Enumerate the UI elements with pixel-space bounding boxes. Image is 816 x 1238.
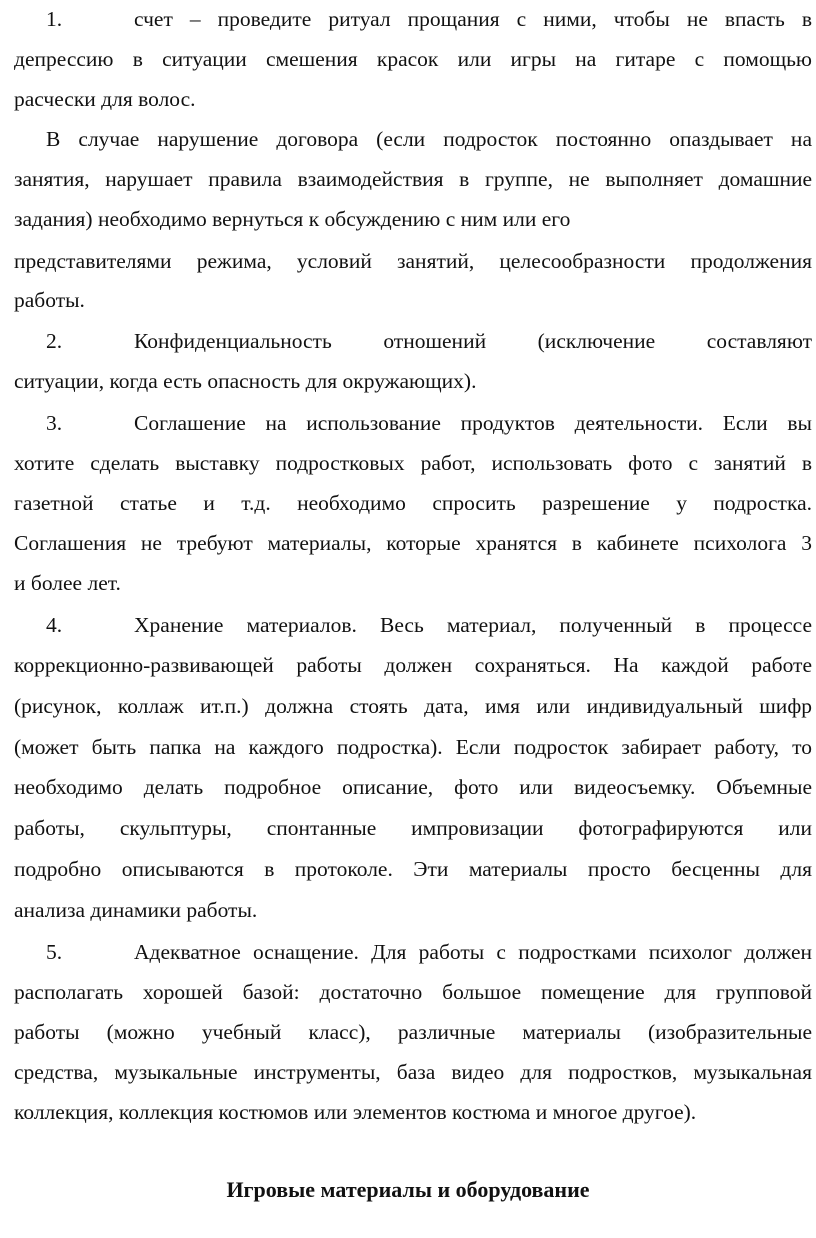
list-number: 4. [46,613,63,637]
list-item-text: Соглашение на использование продуктов деятельности. Если вы [134,411,812,435]
list-item-1-first-line [14,4,812,34]
text-line: ситуации, когда есть опасность для окружающих). [14,369,477,393]
list-number: 1. [46,7,63,31]
text-line: работы, скульптуры, спонтанные импровизации фотографируются или [14,816,812,840]
text-line: расчески для волос. [14,87,196,111]
list-number: 3. [46,411,63,435]
list-number: 2. [46,329,63,353]
list-number: 5. [46,940,63,964]
list-item-3-first-line [14,408,812,438]
text-line: подробно описываются в протоколе. Эти материалы просто бесценны для [14,857,812,881]
text-line: анализа динамики работы. [14,898,258,922]
text-line: депрессию в ситуации смешения красок или игры на гитаре с помощью [14,47,812,71]
text-line: (рисунок, коллаж ит.п.) должна стоять дата, имя или индивидуальный шифр [14,694,812,718]
text-line: располагать хорошей базой: достаточно большое помещение для групповой [14,980,812,1004]
text-line: коррекционно-развивающей работы должен сохраняться. На каждой работе [14,653,812,677]
list-item-4-first-line [14,610,812,640]
text-line: хотите сделать выставку подростковых работ, использовать фото с занятий в [14,451,812,475]
list-item-2-first-line [14,326,812,356]
text-line: задания) необходимо вернуться к обсуждению с ним или его [14,207,571,231]
text-line: представителями режима, условий занятий, целесообразности продолжения [14,249,812,273]
text-line: работы. [14,288,85,312]
section-heading: Игровые материалы и оборудование [226,1177,590,1202]
list-item-text: счет – проведите ритуал прощания с ними, чтобы не впасть в [134,7,812,31]
text-line: средства, музыкальные инструменты, база видео для подростков, музыкальная [14,1060,812,1084]
text-line: и более лет. [14,571,121,595]
text-line: (может быть папка на каждого подростка). Если подросток забирает работу, то [14,735,812,759]
list-item-text: Хранение материалов. Весь материал, полученный в процессе [134,613,812,637]
list-item-5-first-line [14,937,812,967]
list-item-text: Конфиденциальность отношений (исключение составляют [134,329,812,353]
text-line: газетной статье и т.д. необходимо спросить разрешение у подростка. [14,491,812,515]
text-line: необходимо делать подробное описание, фото или видеосъемку. Объемные [14,775,812,799]
text-line: Соглашения не требуют материалы, которые хранятся в кабинете психолога 3 [14,531,812,555]
paragraph-first-line: В случае нарушение договора (если подросток постоянно опаздывает на [46,127,812,151]
text-line: работы (можно учебный класс), различные материалы (изобразительные [14,1020,812,1044]
text-line: коллекция, коллекция костюмов или элементов костюма и многое другое). [14,1100,697,1124]
text-line: занятия, нарушает правила взаимодействия в группе, не выполняет домашние [14,167,812,191]
list-item-text: Адекватное оснащение. Для работы с подростками психолог должен [134,940,812,964]
